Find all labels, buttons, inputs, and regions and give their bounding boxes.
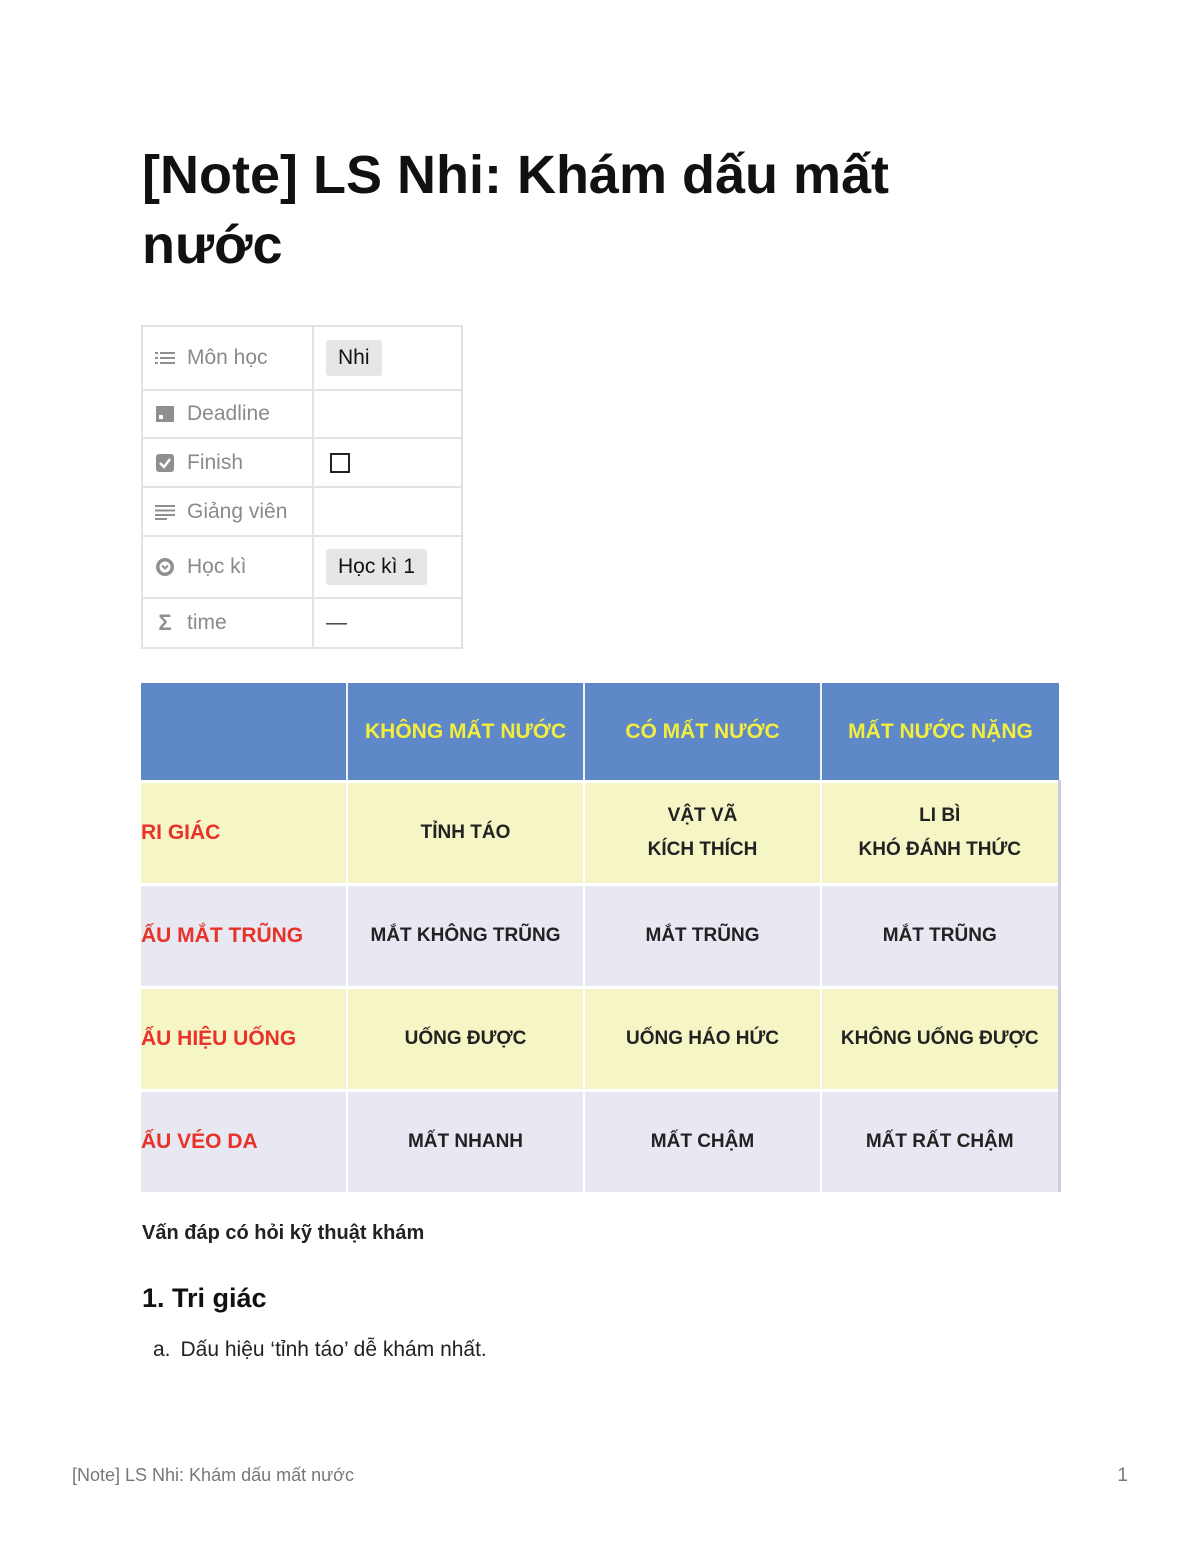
time-value: — bbox=[326, 611, 347, 634]
row-label: ẤU HIỆU UỐNG bbox=[141, 988, 347, 1091]
footer-title: [Note] LS Nhi: Khám dấu mất nước bbox=[72, 1465, 354, 1485]
list-marker: a. bbox=[153, 1338, 171, 1361]
row-label: ẤU VÉO DA bbox=[141, 1091, 347, 1193]
property-row-semester bbox=[142, 536, 462, 598]
table-cell: TỈNH TÁO bbox=[347, 782, 584, 885]
table-cell: MẮT TRŨNG bbox=[821, 885, 1059, 988]
property-label: Môn học bbox=[187, 346, 268, 369]
finish-checkbox[interactable] bbox=[330, 453, 350, 473]
properties-table bbox=[141, 325, 463, 649]
table-row bbox=[141, 1091, 1059, 1193]
header-cell: KHÔNG MẤT NƯỚC bbox=[347, 683, 584, 782]
table-cell: UỐNG ĐƯỢC bbox=[347, 988, 584, 1091]
page-title: [Note] LS Nhi: Khám dấu mất nước bbox=[142, 145, 890, 275]
list-item bbox=[153, 1338, 487, 1362]
table-cell: MẤT CHẬM bbox=[584, 1091, 821, 1193]
property-label: Deadline bbox=[187, 402, 270, 425]
row-label: ẤU MẮT TRŨNG bbox=[141, 885, 347, 988]
text-lines-icon bbox=[155, 502, 175, 522]
property-label: Học kì bbox=[187, 555, 247, 578]
header-cell: MẤT NƯỚC NẶNG bbox=[821, 683, 1059, 782]
property-row-time bbox=[142, 598, 462, 648]
property-row-finish bbox=[142, 438, 462, 487]
table-cell: UỐNG HÁO HỨC bbox=[584, 988, 821, 1091]
table-row bbox=[141, 988, 1059, 1091]
table-cell: VẬT VÃ KÍCH THÍCH bbox=[584, 782, 821, 885]
subject-tag[interactable]: Nhi bbox=[326, 340, 382, 376]
header-cell-empty bbox=[141, 683, 347, 782]
table-cell: KHÔNG UỐNG ĐƯỢC bbox=[821, 988, 1059, 1091]
page-number: 1 bbox=[1117, 1465, 1128, 1486]
sigma-icon: Σ bbox=[158, 610, 172, 635]
dehydration-assessment-table bbox=[141, 683, 1061, 1192]
semester-tag[interactable]: Học kì 1 bbox=[326, 549, 427, 585]
list-icon bbox=[155, 348, 175, 368]
list-item-text: Dấu hiệu ‘tỉnh táo’ dễ khám nhất. bbox=[180, 1338, 487, 1361]
property-row-lecturer bbox=[142, 487, 462, 536]
intro-text: Vấn đáp có hỏi kỹ thuật khám bbox=[142, 1222, 425, 1244]
table-cell: MẤT RẤT CHẬM bbox=[821, 1091, 1059, 1193]
row-label: RI GIÁC bbox=[141, 782, 347, 885]
property-label: time bbox=[187, 611, 227, 634]
table-row bbox=[141, 885, 1059, 988]
calendar-icon bbox=[155, 404, 175, 424]
property-row-subject bbox=[142, 326, 462, 390]
property-label: Giảng viên bbox=[187, 499, 288, 523]
header-cell: CÓ MẤT NƯỚC bbox=[584, 683, 821, 782]
table-cell: MẮT TRŨNG bbox=[584, 885, 821, 988]
select-icon bbox=[155, 557, 175, 577]
table-header-row bbox=[141, 683, 1059, 782]
table-cell: MẮT KHÔNG TRŨNG bbox=[347, 885, 584, 988]
property-row-deadline bbox=[142, 390, 462, 438]
table-cell: MẤT NHANH bbox=[347, 1091, 584, 1193]
section-heading: 1. Tri giác bbox=[142, 1283, 267, 1313]
property-label: Finish bbox=[187, 450, 244, 474]
table-row bbox=[141, 782, 1059, 885]
table-cell: LI BÌ KHÓ ĐÁNH THỨC bbox=[821, 782, 1059, 885]
checkbox-icon bbox=[155, 453, 175, 473]
